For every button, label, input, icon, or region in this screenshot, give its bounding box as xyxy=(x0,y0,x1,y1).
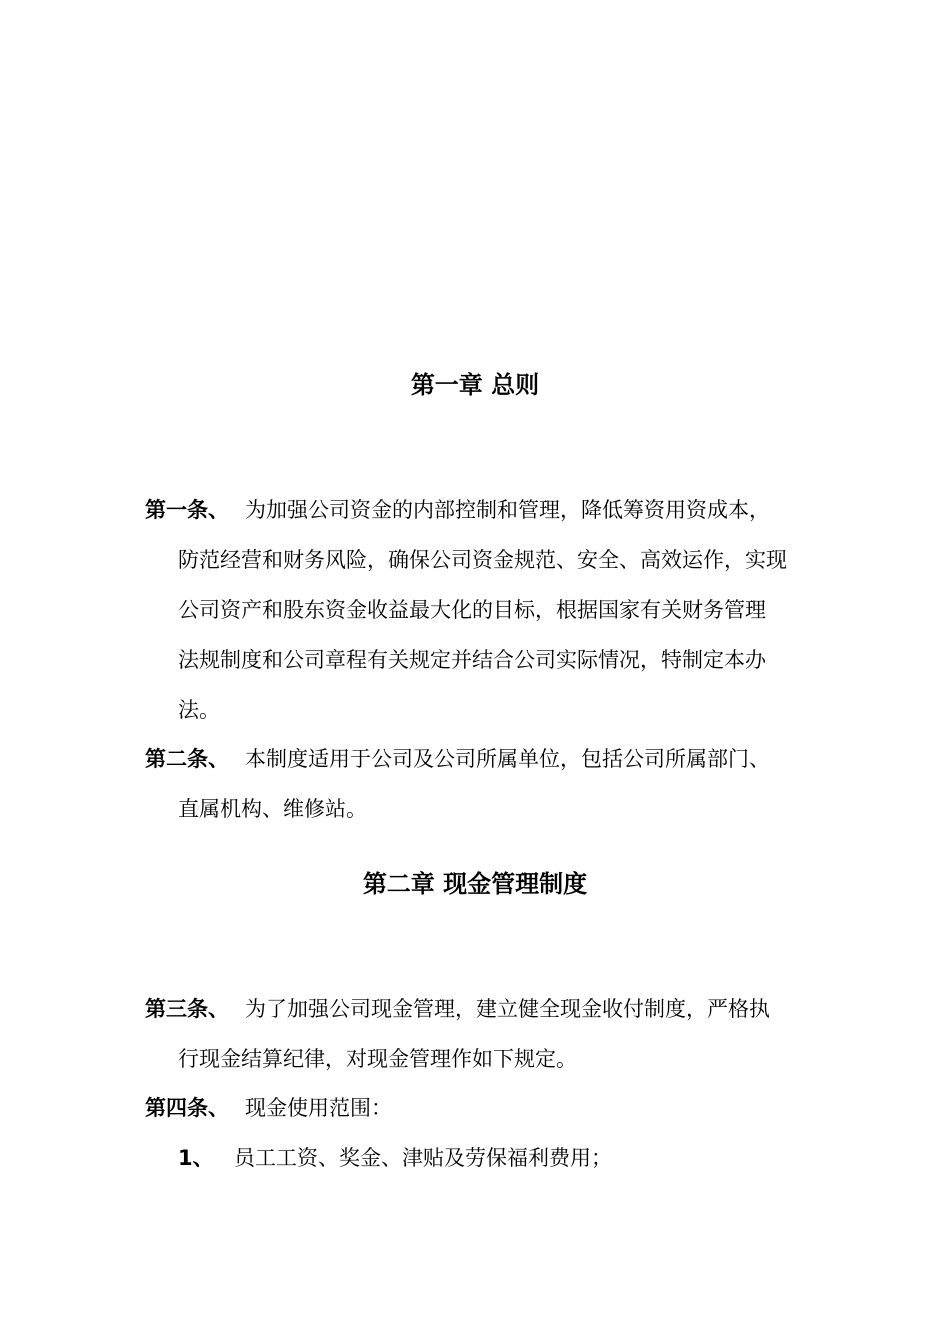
article-3 xyxy=(145,984,815,1084)
article-4 xyxy=(145,1083,815,1133)
article-1 xyxy=(145,485,815,735)
article-label: 第二条、 xyxy=(145,747,229,771)
article-text-line: 法规制度和公司章程有关规定并结合公司实际情况，特制定本办 xyxy=(178,648,766,672)
article-text-line: 防范经营和财务风险，确保公司资金规范、安全、高效运作，实现 xyxy=(178,548,787,572)
article-text-line: 直属机构、维修站。 xyxy=(178,797,367,821)
article-text-line: 现金使用范围： xyxy=(245,1096,392,1120)
list-item xyxy=(178,1133,612,1183)
chapter-title: 第一章 总则 xyxy=(410,371,540,399)
chapter-title: 第二章 现金管理制度 xyxy=(362,870,588,898)
article-text-line: 为加强公司资金的内部控制和管理，降低筹资用资成本， xyxy=(245,498,770,522)
article-text-line: 为了加强公司现金管理，建立健全现金收付制度，严格执 xyxy=(245,997,770,1021)
article-text-line: 行现金结算纪律，对现金管理作如下规定。 xyxy=(178,1047,577,1071)
list-item-number: 1、 xyxy=(178,1146,214,1170)
list-item-text: 员工工资、奖金、津贴及劳保福利费用； xyxy=(234,1146,612,1170)
article-label: 第三条、 xyxy=(145,997,229,1021)
article-2 xyxy=(145,734,815,834)
article-label: 第一条、 xyxy=(145,498,229,522)
article-text-line: 本制度适用于公司及公司所属单位，包括公司所属部门、 xyxy=(245,747,770,771)
article-label: 第四条、 xyxy=(145,1096,229,1120)
article-text-line: 法。 xyxy=(178,698,220,722)
article-text-line: 公司资产和股东资金收益最大化的目标，根据国家有关财务管理 xyxy=(178,598,766,622)
